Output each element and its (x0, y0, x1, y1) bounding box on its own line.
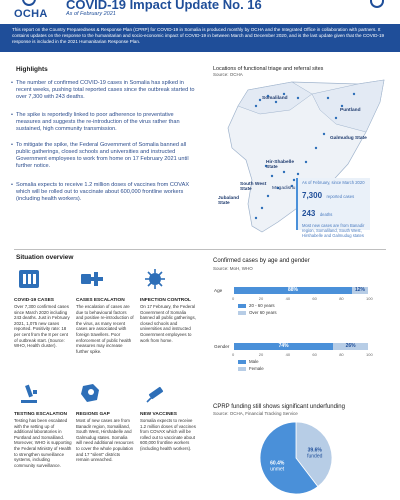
axis-tick-label: 60 (312, 352, 317, 357)
org-logo: OCHA (14, 8, 48, 20)
card-new-vaccines (140, 382, 198, 452)
callout-as-of: As of February, since March 2020 (302, 180, 365, 185)
add-cross-icon (79, 268, 103, 290)
axis-tick-label: 20 (258, 296, 264, 301)
highlight-item: • The spike is reportedly linked to poor adherence to preventative measures and suggests the re-introduction of the virus rather than sustained, high community transmission. (16, 112, 196, 133)
axis-tick-label: 100 (366, 296, 373, 301)
funding-pie-chart (256, 418, 336, 498)
card-title: REGIONS GAP (76, 412, 110, 417)
cases-chart-source: Source: MoH, WHO (213, 266, 253, 271)
axis-tick-label: 80 (339, 296, 344, 301)
map-label-puntland: Puntland (340, 108, 361, 113)
globe-icon (370, 0, 384, 8)
card-title: INFECTION CONTROL (140, 298, 191, 303)
situation-heading: Situation overview (16, 254, 74, 261)
legend-item (238, 310, 277, 315)
axis-tick-label: 100 (366, 352, 373, 357)
map-label-hirshabelle: Hir-Shabelle State (266, 160, 294, 170)
bar-category-label: Age (214, 288, 223, 293)
section-divider (14, 249, 386, 250)
callout-note: Most new cases are from Banadir region, Somaliland, South West, Hirshabelle and Galmudug states (302, 223, 365, 238)
bar-value-label: 12% (354, 287, 365, 293)
intro-text: This report on the Country Preparedness & Response Plan (CPRP) for COVID-19 in Somalia is produced monthly by OCHA and the Integrated Office in collaboration with partners. It contains updates on the response to the humanitarian and socio-economic impact of COVID-19 in between March and December 2020, and is the last update given that the COVID-19 response is included in the 2021 Humanitarian Response Plan. (0, 24, 400, 52)
bar-value-label: 74% (278, 343, 289, 349)
microscope-icon (17, 382, 41, 404)
funding-chart-title: CPRP funding still shows significant underfunding (213, 404, 345, 410)
card-body: Testing has been escalated with the setting up of additional laboratories in Puntland and Somaliland. Moreover, WHO is supporting the Federal Ministry of Health to strengthen surveillance systems, including community surveillance. (14, 418, 72, 468)
card-title: CASES ESCALATION (76, 298, 125, 303)
page-header (0, 0, 400, 23)
card-regions-gap (76, 382, 134, 463)
card-body: Most of new cases are from Banadir region, Somaliland, South West, Hirshabelle and Galmudug states. Somalia will need additional resources to cover the whole population and 17 "silent" districts remain unreached. (76, 418, 134, 463)
funding-chart-source: Source: OCHA, Financial Tracking Service (213, 411, 298, 416)
report-date: As of February 2021 (66, 11, 116, 17)
axis-tick-label: 40 (285, 296, 291, 301)
legend-item (238, 359, 259, 364)
axis-tick-label: 80 (339, 352, 344, 357)
map-label-mogadishu: Mogadishu (272, 186, 296, 191)
callout-cases: 7,300 (302, 191, 323, 200)
bar-value-label: 26% (345, 343, 356, 349)
legend-item (238, 303, 275, 308)
card-infection-control (140, 268, 198, 343)
map-label-southwest: South West State (240, 182, 267, 192)
highlight-item: • The number of confirmed COVID-19 cases in Somalia has spiked in recent weeks, pushing total reported cases since the outbreak started to over 7,300 with 243 deaths. (16, 80, 196, 101)
map-label-somaliland: Somaliland (262, 96, 288, 101)
legend-item (238, 366, 264, 371)
legend-label: 20 - 60 years (249, 303, 275, 308)
legend-swatch (238, 360, 246, 364)
highlight-item: • To mitigate the spike, the Federal Government of Somalia banned all public gatherings, closed schools and universities and instructed Government employees to work from home on 17 February 2021 until further notice. (16, 142, 196, 170)
highlights-heading: Highlights (16, 66, 48, 73)
callout-deaths: 243 (302, 209, 316, 218)
card-testing-escalation (14, 382, 72, 468)
card-title: COVID-19 CASES (14, 298, 54, 303)
cases-callout (296, 178, 370, 238)
pie-slice-label: 60.4% unmet (270, 460, 285, 473)
legend-label: Male (249, 359, 259, 364)
ocha-logo-icon (22, 0, 36, 6)
virus-icon (143, 268, 167, 290)
bar-category-label: Gender (214, 344, 230, 349)
callout-deaths-unit: deaths (319, 212, 333, 217)
legend-label: Female (249, 366, 264, 371)
highlight-item: • Somalia expects to receive 1.2 million doses of vaccines from COVAX which will be rolled out to vaccinate about 600,000 frontline workers (including health workers). (16, 182, 196, 203)
card-body: On 17 February, the Federal Government of Somalia banned all public gatherings, closed schools and universities and instructed Government employees to work from home. (140, 304, 196, 343)
legend-swatch (238, 367, 246, 371)
axis-tick-label: 20 (258, 352, 264, 357)
report-title: COVID-19 Impact Update No. 16 (66, 0, 262, 12)
legend-swatch (238, 311, 246, 315)
cases-chart-title: Confirmed cases by age and gender (213, 258, 310, 264)
pie-slice-label: 39.6% funded (307, 447, 323, 460)
card-body: Somalia expects to receive 1.2 million doses of vaccines from COVAX which will be rolled out to vaccinate about 600,000 frontline workers (including health workers). (140, 418, 196, 451)
map-title: Locations of functional triage and referral sites (213, 66, 324, 72)
legend-label: Over 60 years (249, 310, 277, 315)
axis-tick-label: 0 (232, 296, 235, 301)
axis-tick-label: 0 (232, 352, 235, 357)
card-title: TESTING ESCALATION (14, 412, 67, 417)
map-label-jubaland: Jubaland State (218, 196, 240, 206)
legend-swatch (238, 304, 246, 308)
callout-cases-unit: reported cases (326, 194, 355, 199)
map-pin-icon (79, 382, 103, 404)
bar-value-label: 88% (287, 287, 298, 293)
card-cases-escalation (76, 268, 134, 354)
card-body: Over 7,300 confirmed cases since March 2020 including 243 deaths. Just in February 2021, 1,075 new cases reported. Positivity rate: 18 per cent from the 8 per cent of outbreak start. (Source: WHO, Health cluster). (14, 304, 70, 349)
card-body: The escalation of cases are due to behavioural factors and positive re-introduction of the virus, as many recent cases are associated with foreign travellers. Poor enforcement of public health measures may increase further spike. (76, 304, 134, 354)
test-tubes-icon (17, 268, 41, 290)
card-title: NEW VACCINES (140, 412, 177, 417)
card-covid-cases (14, 268, 72, 349)
axis-tick-label: 40 (285, 352, 291, 357)
axis-tick-label: 60 (312, 296, 317, 301)
map-source: Source: OCHA (213, 72, 243, 77)
syringe-icon (143, 382, 167, 404)
map-label-galmudug: Galmudug State (330, 136, 367, 141)
